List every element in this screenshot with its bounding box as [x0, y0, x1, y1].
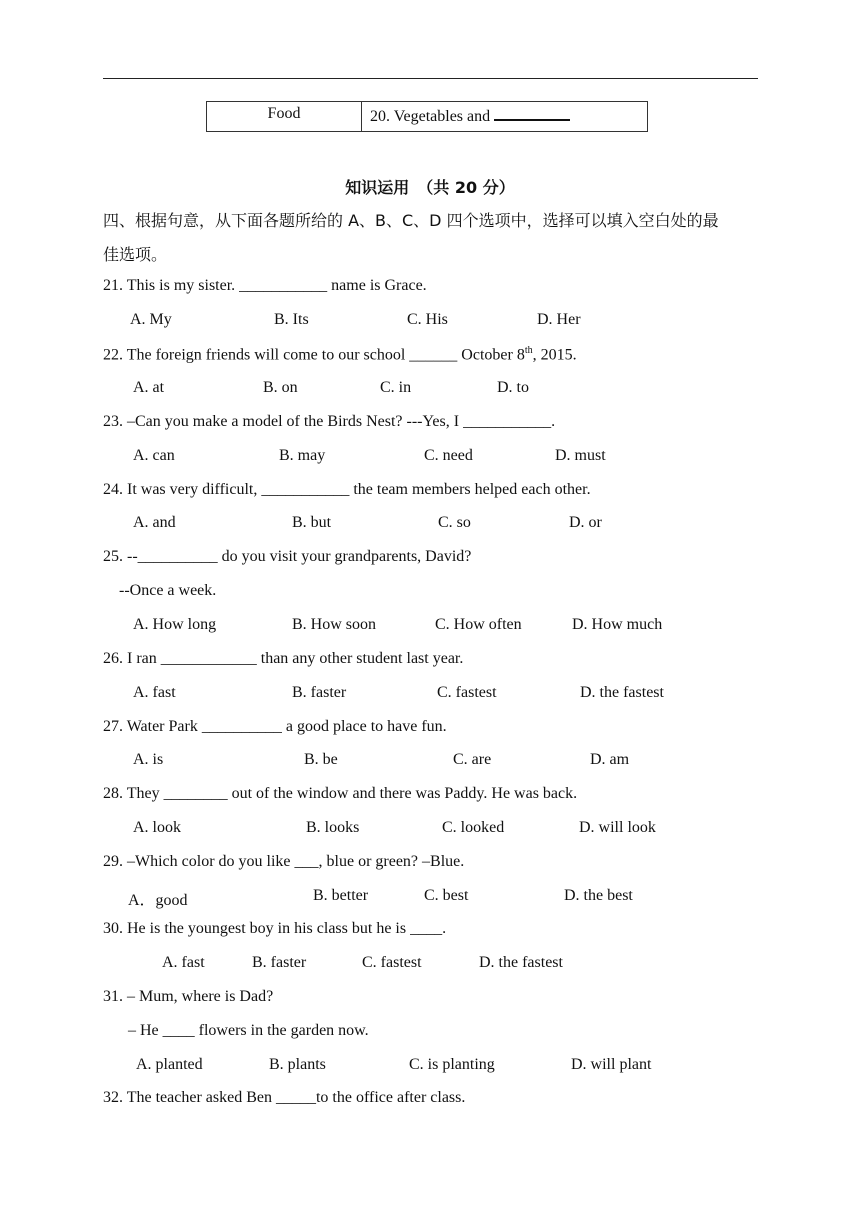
question-stem: 24. It was very difficult, ___________ the team members helped each other. — [103, 481, 591, 498]
option-b[interactable]: B. may — [279, 447, 326, 464]
option-b[interactable]: B. looks — [306, 819, 360, 836]
option-a[interactable]: A. My — [130, 311, 172, 328]
stem-text-end: , 2015. — [532, 346, 577, 364]
option-a[interactable]: A．good — [128, 892, 188, 909]
answer-table — [206, 101, 648, 132]
question-stem: 23. –Can you make a model of the Birds Nest? ---Yes, I ___________. — [103, 413, 556, 430]
instruction-line-1: 四、根据句意，从下面各题所给的 A、B、C、D 四个选项中，选择可以填入空白处的最 — [103, 211, 719, 230]
option-b[interactable]: B. plants — [269, 1056, 326, 1073]
option-a[interactable]: A. look — [133, 819, 181, 836]
question-stem: 21. This is my sister. ___________ name is Grace. — [103, 277, 427, 294]
option-a[interactable]: A. How long — [133, 616, 217, 633]
option-a[interactable]: A. fast — [162, 954, 205, 971]
option-d[interactable]: D. the best — [564, 887, 633, 904]
option-d[interactable]: D. or — [569, 514, 602, 531]
stem-text: 22. The foreign friends will come to our school ______ October 8 — [103, 346, 525, 364]
question-stem: 27. Water Park __________ a good place to have fun. — [103, 718, 447, 735]
table-row — [207, 102, 648, 132]
answer-blank[interactable] — [494, 105, 570, 121]
option-c[interactable]: C. His — [407, 311, 448, 328]
option-c[interactable]: C. fastest — [362, 954, 422, 971]
option-a[interactable]: A. fast — [133, 684, 176, 701]
option-b[interactable]: B. better — [313, 887, 369, 904]
question-stem — [103, 345, 577, 364]
option-b[interactable]: B. but — [292, 514, 332, 531]
table-item-text: 20. Vegetables and — [370, 108, 491, 125]
question-reply: --Once a week. — [119, 582, 217, 599]
question-stem: 32. The teacher asked Ben _____to the office after class. — [103, 1089, 466, 1106]
option-d[interactable]: D. will plant — [571, 1056, 652, 1073]
option-c[interactable]: C. is planting — [409, 1056, 495, 1073]
question-stem: 26. I ran ____________ than any other student last year. — [103, 650, 464, 667]
option-d[interactable]: D. must — [555, 447, 606, 464]
option-b[interactable]: B. Its — [274, 311, 309, 328]
question-stem: 28. They ________ out of the window and there was Paddy. He was back. — [103, 785, 578, 802]
option-a[interactable]: A. and — [133, 514, 176, 531]
option-d[interactable]: D. How much — [572, 616, 663, 633]
option-c[interactable]: C. How often — [435, 616, 522, 633]
option-d[interactable]: D. the fastest — [580, 684, 664, 701]
option-b[interactable]: B. faster — [252, 954, 307, 971]
option-c[interactable]: C. are — [453, 751, 492, 768]
option-c[interactable]: C. fastest — [437, 684, 497, 701]
option-c[interactable]: C. best — [424, 887, 469, 904]
option-d[interactable]: D. to — [497, 379, 529, 396]
table-cell-category: Food — [207, 102, 362, 132]
option-c[interactable]: C. need — [424, 447, 473, 464]
table-cell-item — [362, 102, 648, 132]
option-c[interactable]: C. looked — [442, 819, 505, 836]
option-b[interactable]: B. How soon — [292, 616, 377, 633]
option-d[interactable]: D. the fastest — [479, 954, 563, 971]
option-a[interactable]: A. at — [133, 379, 165, 396]
question-stem: 29. –Which color do you like ___, blue or green? –Blue. — [103, 853, 465, 870]
stem-superscript: th — [524, 345, 533, 356]
option-d[interactable]: D. Her — [537, 311, 581, 328]
question-reply: – He ____ flowers in the garden now. — [128, 1022, 369, 1039]
header-rule — [103, 78, 758, 79]
option-d[interactable]: D. am — [590, 751, 630, 768]
question-stem: 30. He is the youngest boy in his class but he is ____. — [103, 920, 447, 937]
option-b[interactable]: B. be — [304, 751, 338, 768]
instruction-line-2: 佳选项。 — [103, 245, 168, 264]
option-a[interactable]: A. is — [133, 751, 164, 768]
option-a[interactable]: A. can — [133, 447, 175, 464]
option-a[interactable]: A. planted — [136, 1056, 203, 1073]
question-stem: 25. --__________ do you visit your grandparents, David? — [103, 548, 472, 565]
option-d[interactable]: D. will look — [579, 819, 656, 836]
section-title: 知识运用 （共 20 分） — [345, 178, 515, 197]
option-b[interactable]: B. faster — [292, 684, 347, 701]
option-c[interactable]: C. so — [438, 514, 471, 531]
option-c[interactable]: C. in — [380, 379, 412, 396]
option-b[interactable]: B. on — [263, 379, 298, 396]
question-stem: 31. – Mum, where is Dad? — [103, 988, 274, 1005]
